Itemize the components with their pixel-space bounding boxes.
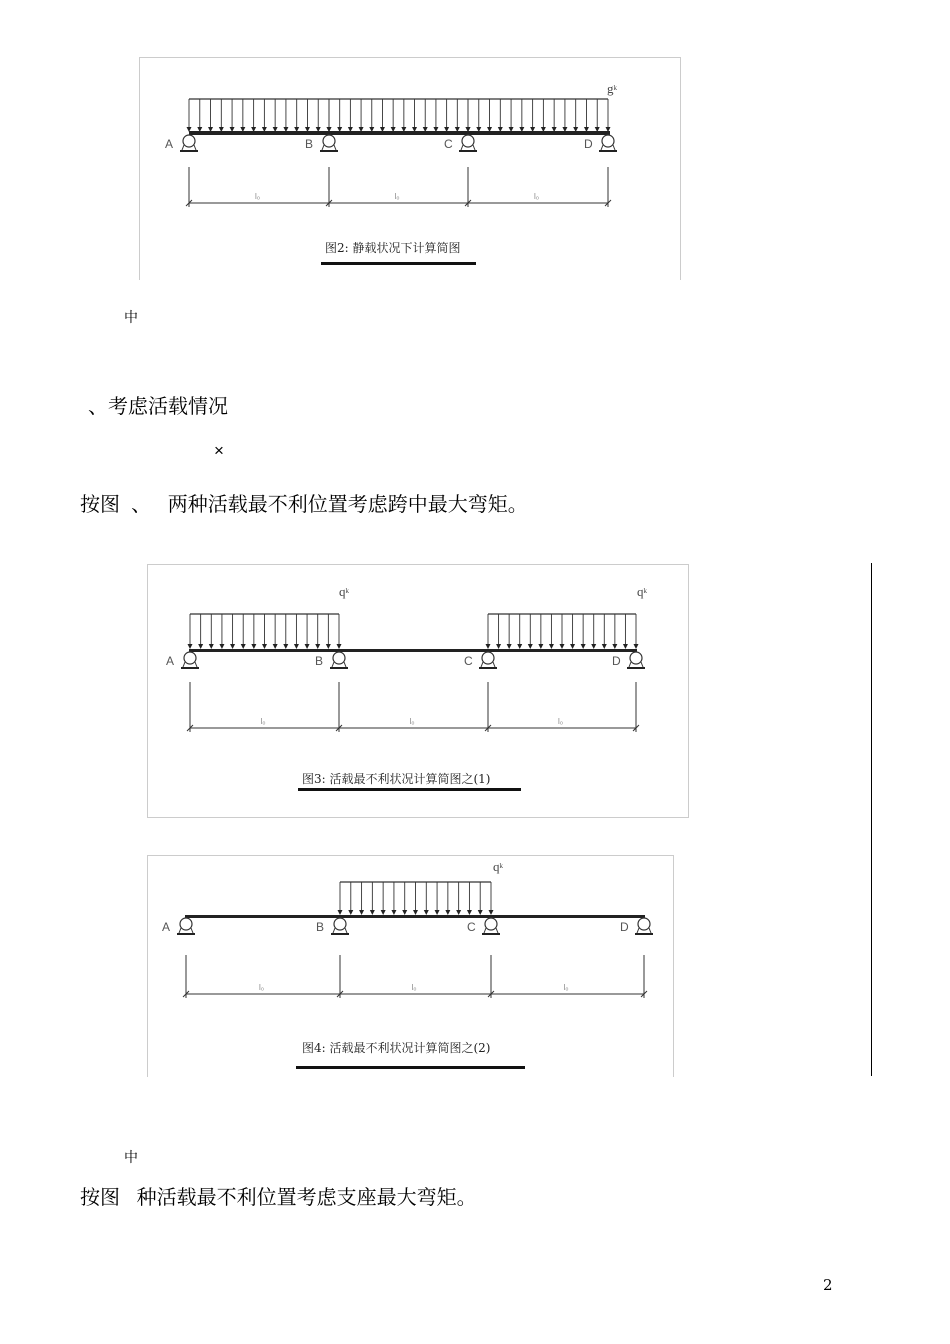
support-B — [305, 135, 338, 152]
support-label: B — [316, 920, 325, 934]
support-label: A — [166, 654, 175, 668]
load-label-right: $q^k$ — [637, 584, 647, 599]
support-label: C — [464, 654, 473, 668]
support-A — [165, 135, 198, 152]
support-label: D — [612, 654, 621, 668]
load-span-3 — [486, 614, 639, 649]
times-symbol: × — [214, 441, 224, 460]
support-label: B — [315, 654, 324, 668]
figure-caption: 图2: 静载状况下计算简图 — [325, 241, 461, 255]
figure-4 — [147, 855, 674, 1077]
span-label: l₀ — [563, 983, 569, 992]
support-label: A — [162, 920, 171, 934]
support-A — [162, 918, 195, 935]
figure-3 — [147, 564, 689, 818]
support-D — [612, 652, 645, 669]
load-span-1 — [188, 614, 342, 649]
support-A — [166, 652, 199, 669]
load-label: $g^k$ — [607, 81, 617, 96]
figure-caption: 图4: 活载最不利状况计算简图之(2) — [302, 1041, 491, 1055]
page-number: 2 — [823, 1276, 833, 1294]
support-label: C — [467, 920, 476, 934]
support-B — [315, 652, 348, 669]
support-C — [444, 135, 477, 152]
caption-underline — [321, 262, 476, 265]
symbol-mid-1: 中 — [124, 309, 138, 325]
span-label: l₀ — [255, 192, 261, 201]
support-label: D — [620, 920, 629, 934]
margin-line — [871, 563, 872, 1076]
paragraph-2: 按图 种活载最不利位置考虑支座最大弯矩。 — [80, 1187, 477, 1209]
span-label: l₀ — [411, 983, 417, 992]
load-label: $q^k$ — [493, 859, 503, 874]
figure-caption: 图3: 活载最不利状况计算简图之(1) — [302, 772, 491, 786]
support-C — [464, 652, 497, 669]
span-label: l₀ — [558, 717, 564, 726]
support-D — [584, 135, 617, 152]
span-label: l₀ — [394, 192, 400, 201]
load-span-2 — [338, 882, 494, 915]
load-label-left: $q^k$ — [339, 584, 349, 599]
support-label: D — [584, 137, 593, 151]
load-span-3 — [466, 99, 611, 132]
support-label: B — [305, 137, 314, 151]
figure-3-diagram — [147, 564, 689, 818]
load-span-1 — [187, 99, 332, 132]
support-label: A — [165, 137, 174, 151]
figure-4-diagram — [147, 855, 674, 1077]
span-label: l₀ — [259, 983, 265, 992]
caption-underline — [296, 1066, 525, 1069]
span-label: l₀ — [409, 717, 415, 726]
symbol-mid-2: 中 — [124, 1149, 138, 1165]
load-span-2 — [327, 99, 471, 132]
span-label: l₀ — [260, 717, 266, 726]
paragraph-1: 按图 、 两种活载最不利位置考虑跨中最大弯矩。 — [80, 494, 528, 516]
distributed-load — [187, 99, 611, 132]
figure-2-diagram — [139, 57, 681, 280]
span-label: l₀ — [534, 192, 540, 201]
support-B — [316, 918, 349, 935]
support-D — [620, 918, 653, 935]
caption-underline — [298, 788, 521, 791]
figure-2 — [139, 57, 681, 280]
support-C — [467, 918, 500, 935]
section-heading: 、考虑活载情况 — [88, 396, 228, 418]
support-label: C — [444, 137, 453, 151]
